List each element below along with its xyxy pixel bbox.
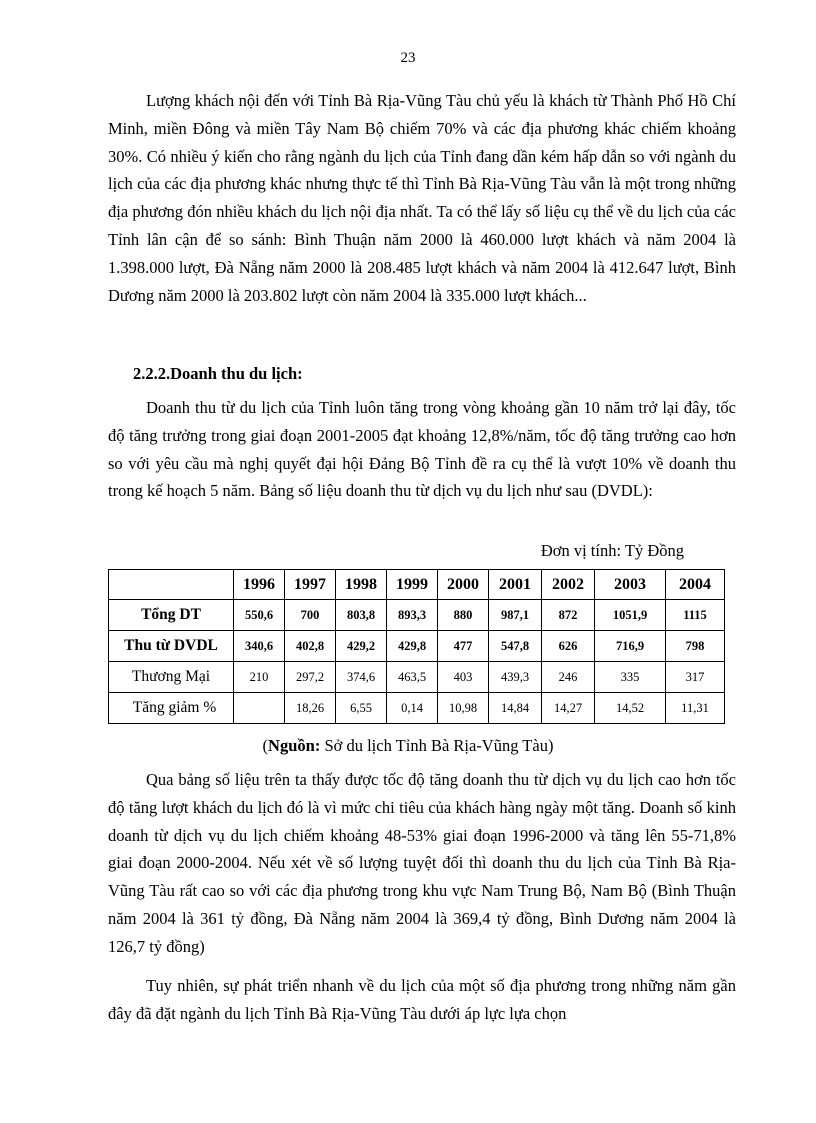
table-cell: 11,31: [666, 693, 725, 724]
table-cell: 872: [542, 600, 595, 631]
table-cell: 14,84: [489, 693, 542, 724]
table-cell: 18,26: [285, 693, 336, 724]
table-cell: 700: [285, 600, 336, 631]
row-label: Tăng giảm %: [109, 693, 234, 724]
table-source: [0, 736, 816, 756]
table-cell: 335: [595, 662, 666, 693]
row-label: Thu từ DVDL: [109, 631, 234, 662]
section-heading: 2.2.2.Doanh thu du lịch:: [133, 364, 303, 383]
table-cell: 246: [542, 662, 595, 693]
table-cell: 547,8: [489, 631, 542, 662]
header-year: 1996: [234, 570, 285, 600]
table-cell: 463,5: [387, 662, 438, 693]
table-cell: 10,98: [438, 693, 489, 724]
table-row-trade: [109, 662, 725, 693]
table-cell: 893,3: [387, 600, 438, 631]
header-year: 1997: [285, 570, 336, 600]
table-cell: 550,6: [234, 600, 285, 631]
table-cell: 429,2: [336, 631, 387, 662]
table-cell: 1051,9: [595, 600, 666, 631]
table-cell: 0,14: [387, 693, 438, 724]
table-cell: 14,52: [595, 693, 666, 724]
table-cell: 626: [542, 631, 595, 662]
header-year: 2000: [438, 570, 489, 600]
table-cell: 317: [666, 662, 725, 693]
page-number: 23: [400, 50, 416, 66]
table-cell: 402,8: [285, 631, 336, 662]
table-cell: [234, 693, 285, 724]
revenue-table: [108, 569, 725, 724]
table-cell: 340,6: [234, 631, 285, 662]
table-cell: 803,8: [336, 600, 387, 631]
header-year: 2004: [666, 570, 725, 600]
challenges-section: [108, 972, 736, 1028]
table-cell: 987,1: [489, 600, 542, 631]
analysis-section: [108, 766, 736, 961]
intro-section: [108, 87, 736, 309]
paragraph-revenue-growth: Doanh thu từ du lịch của Tỉnh luôn tăng trong vòng khoảng gần 10 năm trở lại đây, tốc độ tăng trưởng trong giai đoạn 2001-2005 đạt khoảng 12,8%/năm, tốc độ tăng trưởng cao hơn so với yêu cầu mà nghị quyết đại hội Đảng Bộ Tỉnh đề ra cụ thể là vượt 10% về doanh thu trong kế hoạch 5 năm. Bảng số liệu doanh thu từ dịch vụ du lịch như sau (DVDL):: [108, 398, 736, 501]
table-row-change-percent: [109, 693, 725, 724]
table-row-total-revenue: [109, 600, 725, 631]
table-cell: 374,6: [336, 662, 387, 693]
table-cell: 477: [438, 631, 489, 662]
header-year: 1999: [387, 570, 438, 600]
source-label: Nguồn:: [268, 736, 321, 755]
source-open-paren: (: [262, 736, 269, 755]
header-year: 2002: [542, 570, 595, 600]
table-cell: 6,55: [336, 693, 387, 724]
table-cell: 14,27: [542, 693, 595, 724]
table-cell: 798: [666, 631, 725, 662]
header-year: 2001: [489, 570, 542, 600]
table-cell: 880: [438, 600, 489, 631]
table-cell: 1115: [666, 600, 725, 631]
row-label: Thương Mại: [109, 662, 234, 693]
table-cell: 297,2: [285, 662, 336, 693]
header-empty-cell: [109, 570, 234, 600]
table-header-row: [109, 570, 725, 600]
table-cell: 429,8: [387, 631, 438, 662]
table-cell: 210: [234, 662, 285, 693]
table-cell: 716,9: [595, 631, 666, 662]
table-cell: 439,3: [489, 662, 542, 693]
row-label: Tổng DT: [109, 600, 234, 631]
source-text: Sở du lịch Tỉnh Bà Rịa-Vũng Tàu): [320, 736, 554, 755]
header-year: 1998: [336, 570, 387, 600]
revenue-section: [108, 394, 736, 505]
paragraph-analysis: Qua bảng số liệu trên ta thấy được tốc độ tăng doanh thu từ dịch vụ du lịch cao hơn tốc độ tăng lượt khách du lịch đó là vì mức chi tiêu của khách hàng ngày một tăng. Doanh số kinh doanh từ dịch vụ du lịch chiếm khoảng 48-53% giai đoạn 1996-2000 và tăng lên 55-71,8% giai đoạn 2000-2004. Nếu xét về số lượng tuyệt đối thì doanh thu du lịch của Tỉnh Bà Rịa-Vũng Tàu rất cao so với các địa phương trong khu vực Nam Trung Bộ, Nam Bộ (Bình Thuận năm 2004 là 361 tỷ đồng, Đà Nẵng năm 2004 là 369,4 tỷ đồng, Bình Dương năm 2004 là 126,7 tỷ đồng): [108, 770, 736, 956]
table-row-tourism-services: [109, 631, 725, 662]
header-year: 2003: [595, 570, 666, 600]
table-cell: 403: [438, 662, 489, 693]
paragraph-domestic-visitors: Lượng khách nội đến với Tỉnh Bà Rịa-Vũng Tàu chủ yếu là khách từ Thành Phố Hồ Chí Minh, miền Đông và miền Tây Nam Bộ chiếm 70% và các địa phương khác chiếm khoảng 30%. Có nhiều ý kiến cho rằng ngành du lịch của Tỉnh đang dần kém hấp dẫn so với ngành du lịch của các địa phương khác nhưng thực tế thì Tỉnh Bà Rịa-Vũng Tàu vẫn là một trong những địa phương đón nhiều khách du lịch nội địa nhất. Ta có thể lấy số liệu cụ thể về du lịch của các Tỉnh lân cận để so sánh: Bình Thuận năm 2000 là 460.000 lượt khách và năm 2004 là 1.398.000 lượt, Đà Nẵng năm 2000 là 208.485 lượt khách và năm 2004 là 412.647 lượt, Bình Dương năm 2000 là 203.802 lượt còn năm 2004 là 335.000 lượt khách...: [108, 91, 736, 305]
paragraph-competition: Tuy nhiên, sự phát triển nhanh về du lịch của một số địa phương trong những năm gần đây đã đặt ngành du lịch Tỉnh Bà Rịa-Vũng Tàu dưới áp lực lựa chọn: [108, 976, 736, 1023]
unit-label: Đơn vị tính: Tỷ Đồng: [540, 541, 684, 560]
